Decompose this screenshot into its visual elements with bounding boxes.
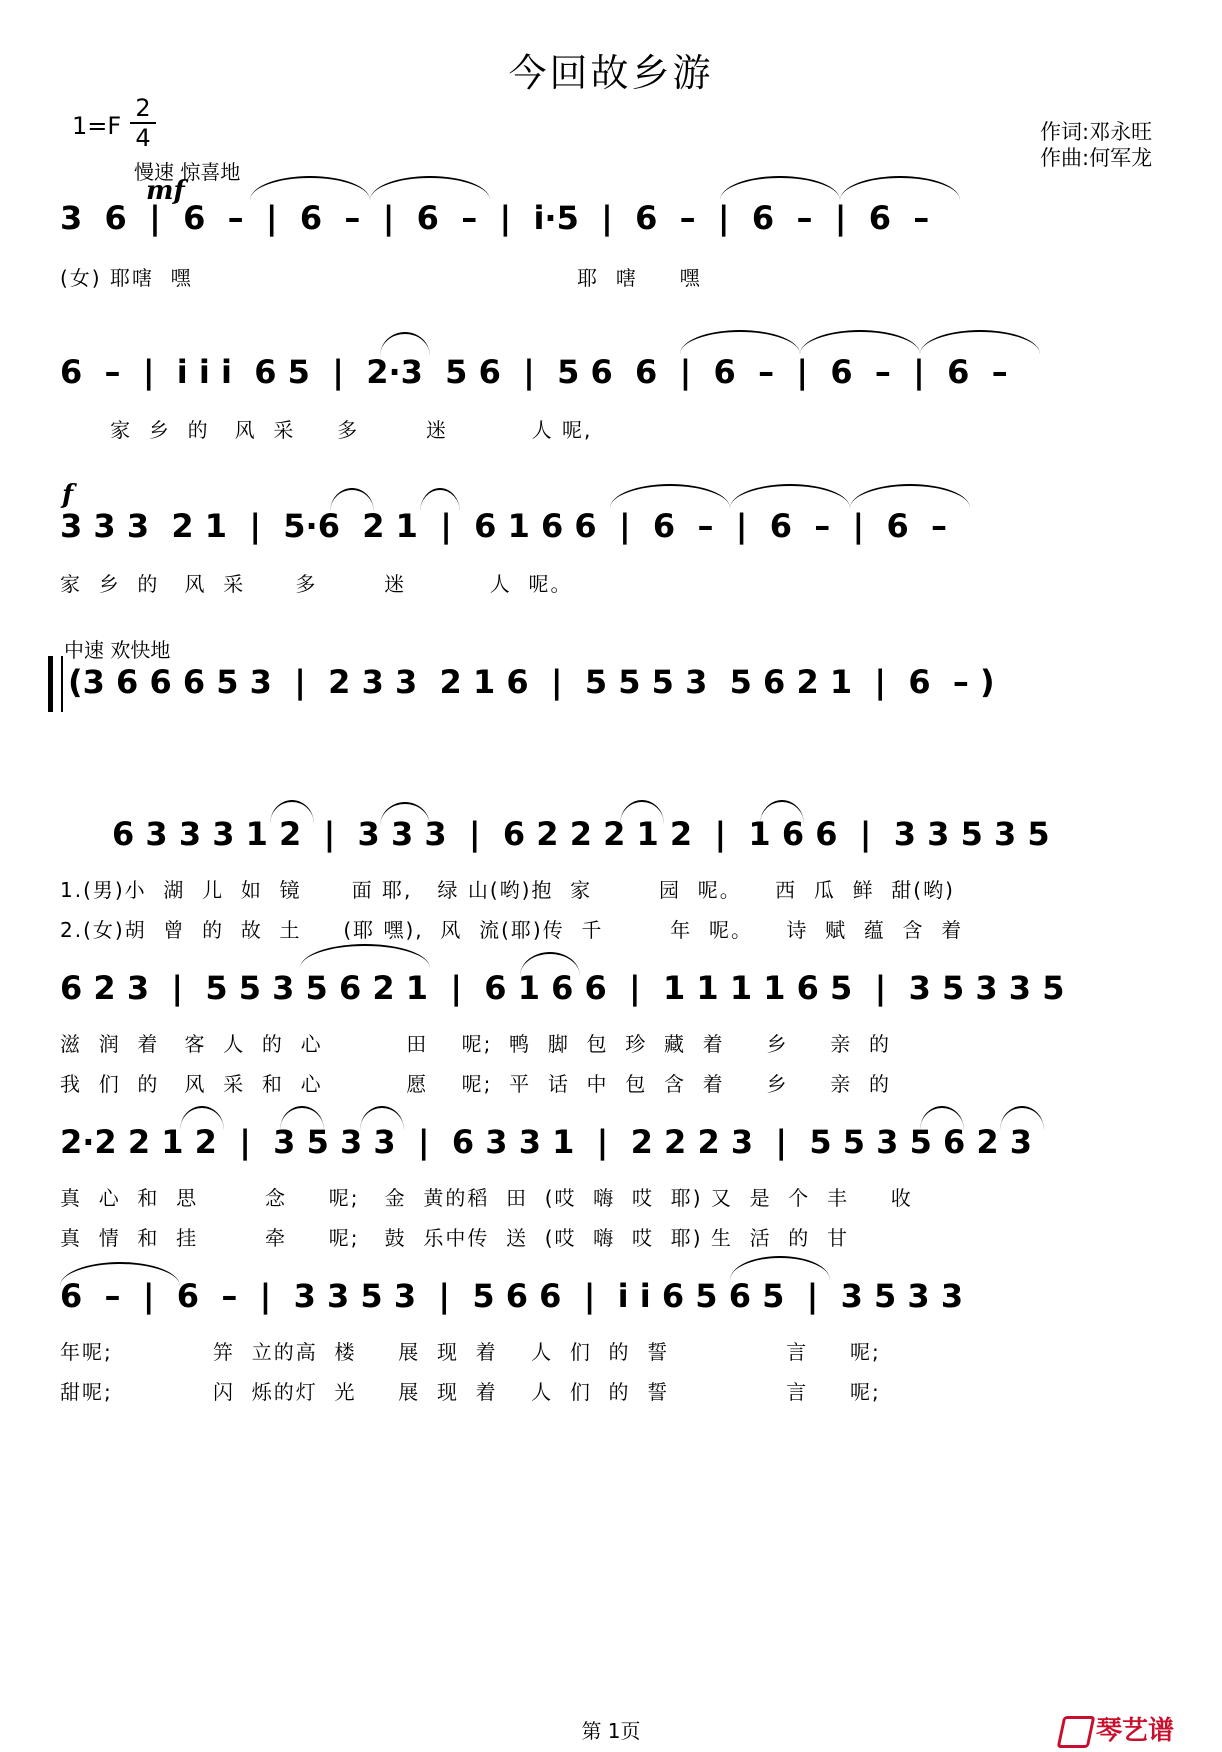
- slur: [730, 484, 850, 508]
- lyric-line: 真 情 和 挂 牵 呢; 鼓 乐中传 送 (哎 嗨 哎 耶) 生 活 的 甘: [60, 1226, 849, 1250]
- slur: [800, 330, 920, 354]
- notes-system-4: (3 6 6 6 5 3 | 2 3 3 2 1 6 | 5 5 5 3 5 6 2 1 | 6 – ): [68, 663, 995, 701]
- notes-system-7: 2·2 2 1 2 | 3 5 3 3 | 6 3 3 1 | 2 2 2 3 | 5 5 3 5 6 2 3: [60, 1123, 1033, 1161]
- notes-system-6: 6 2 3 | 5 5 3 5 6 2 1 | 6 1 6 6 | 1 1 1 1 6 5 | 3 5 3 3 5: [60, 969, 1065, 1007]
- time-signature: [130, 94, 156, 152]
- slur: [680, 330, 800, 354]
- slur: [380, 332, 430, 356]
- staff-system-3: [60, 500, 1180, 560]
- staff-system-6: [60, 962, 1180, 1022]
- slur: [360, 1106, 404, 1130]
- slur: [760, 800, 804, 824]
- slur: [380, 802, 430, 826]
- notes-system-2: 6 – | i i i 6 5 | 2·3 5 6 | 5 6 6 | 6 – | 6 – | 6 –: [60, 353, 1008, 391]
- lyric-line: 2.(女)胡 曾 的 故 土 (耶 嘿), 风 流(耶)传 千 年 呢。 诗 赋 蕴 含 着: [60, 918, 964, 942]
- notes-system-8: 6 – | 6 – | 3 3 5 3 | 5 6 6 | i i 6 5 6 5 | 3 5 3 3: [60, 1277, 964, 1315]
- lyric-line: 滋 润 着 客 人 的 心 田 呢; 鸭 脚 包 珍 藏 着 乡 亲 的: [60, 1032, 891, 1056]
- tempo-mark-medium: 中速 欢快地: [64, 638, 171, 662]
- slur: [250, 176, 370, 200]
- slur: [370, 176, 490, 200]
- tempo-mark-slow: 慢速 惊喜地: [134, 160, 241, 184]
- lyric-line: 真 心 和 思 念 呢; 金 黄的稻 田 (哎 嗨 哎 耶) 又 是 个 丰 收: [60, 1186, 913, 1210]
- slur: [920, 330, 1040, 354]
- meter-bottom: 4: [130, 122, 156, 152]
- lyric-line: 我 们 的 风 采 和 心 愿 呢; 平 话 中 包 含 着 乡 亲 的: [60, 1072, 891, 1096]
- slur: [840, 176, 960, 200]
- site-logo: [1060, 1710, 1174, 1748]
- staff-system-1: [60, 192, 1180, 252]
- slur: [300, 944, 430, 968]
- meter-top: 2: [135, 94, 151, 122]
- slur: [520, 952, 580, 976]
- slur: [620, 800, 664, 824]
- composer-credit: 作曲:何军龙: [1040, 146, 1153, 170]
- lyric-line: 甜呢; 闪 烁的灯 光 展 现 着 人 们 的 誓 言 呢;: [60, 1380, 881, 1404]
- slur: [280, 1106, 324, 1130]
- key-signature: 1=F: [72, 112, 122, 140]
- slur: [850, 484, 970, 508]
- slur: [1000, 1106, 1044, 1130]
- lyric-line: 家 乡 的 风 采 多 迷 人 呢。: [60, 572, 573, 596]
- lyric-line: (女) 耶嗐 嘿 耶 嗐 嘿: [60, 266, 702, 290]
- staff-system-8: [60, 1270, 1180, 1330]
- lyric-line: 年呢; 笄 立的高 楼 展 现 着 人 们 的 誓 言 呢;: [60, 1340, 881, 1364]
- notes-system-1: 3 6 | 6 – | 6 – | 6 – | i·5 | 6 – | 6 – | 6 –: [60, 199, 930, 237]
- slur: [270, 800, 314, 824]
- staff-system-2: [60, 346, 1180, 406]
- page-title: 今回故乡游: [508, 51, 714, 95]
- logo-icon: [1057, 1716, 1096, 1748]
- logo-text: 琴艺谱: [1096, 1716, 1175, 1746]
- page-number: 第 1页: [581, 1719, 641, 1743]
- slur: [730, 1256, 830, 1280]
- slur: [610, 484, 730, 508]
- slur: [420, 488, 460, 512]
- staff-system-4: [60, 656, 1180, 716]
- notes-system-5: 6 3 3 3 1 2 | 3 3 3 | 6 2 2 2 1 2 | 1 6 6 | 3 3 5 3 5: [112, 815, 1050, 853]
- lyric-line: 家 乡 的 风 采 多 迷 人 呢,: [60, 418, 593, 442]
- dynamic-mf: mf: [146, 176, 185, 206]
- notes-system-3: 3 3 3 2 1 | 5·6 2 1 | 6 1 6 6 | 6 – | 6 – | 6 –: [60, 507, 948, 545]
- slur: [180, 1106, 224, 1130]
- repeat-start-barline: [48, 656, 63, 712]
- lyricist-credit: 作词:邓永旺: [1040, 120, 1153, 144]
- slur: [720, 176, 840, 200]
- slur: [60, 1262, 180, 1286]
- dynamic-f: f: [62, 480, 74, 510]
- lyric-line: 1.(男)小 湖 儿 如 镜 面 耶, 绿 山(哟)抱 家 园 呢。 西 瓜 鲜 甜(哟): [60, 878, 955, 902]
- slur: [920, 1106, 964, 1130]
- slur: [330, 488, 374, 512]
